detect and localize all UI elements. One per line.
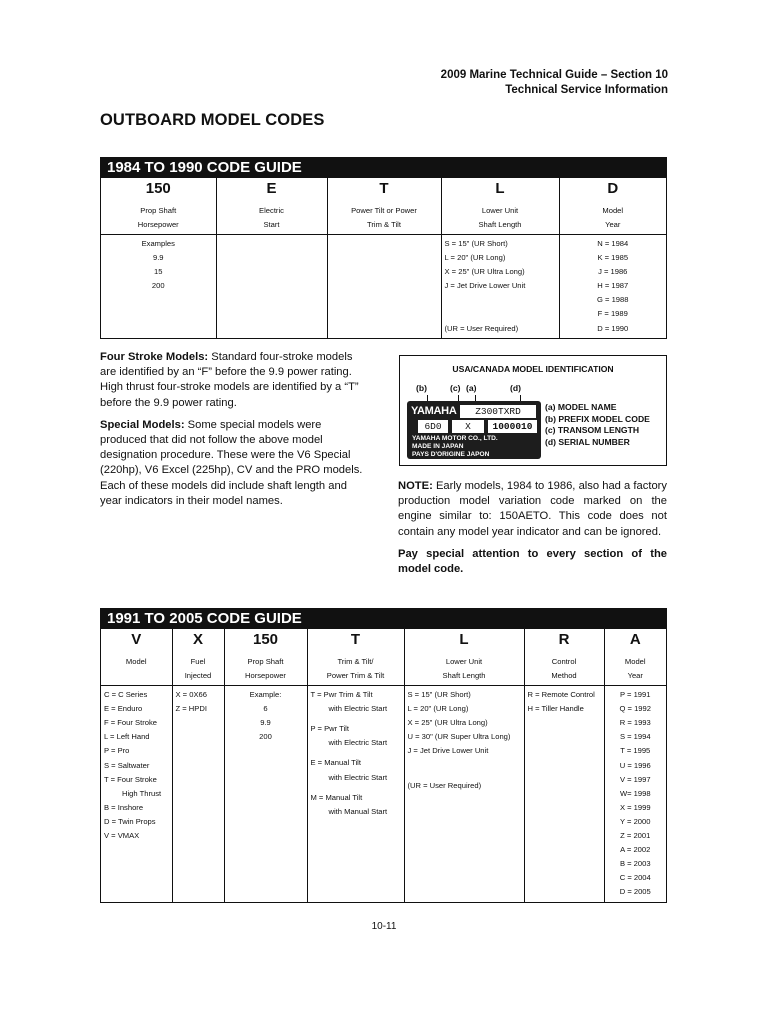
plate-brand-logo: YAMAHA <box>411 405 457 417</box>
label-cell <box>559 202 666 235</box>
four-stroke-paragraph <box>100 350 370 411</box>
label-line: Control <box>551 657 577 666</box>
value-line: D = 1990 <box>597 323 629 333</box>
trim-tilt-values <box>307 686 404 902</box>
plate-origin-line: PAYS D'ORIGINE JAPON <box>412 451 490 458</box>
value-line: Example: <box>249 690 282 700</box>
value-line: E = Enduro <box>104 704 143 714</box>
value-line: J = 1986 <box>598 267 628 277</box>
horsepower-values <box>101 235 216 338</box>
fuel-injected-values <box>172 686 224 902</box>
letter-d: (d) <box>510 383 521 393</box>
value-line: L = Left Hand <box>104 732 150 742</box>
code-cell: V <box>131 631 142 648</box>
label-line: Prop Shaft <box>140 206 177 215</box>
code-cell: R <box>524 629 604 653</box>
value-line: T = 1995 <box>620 746 651 756</box>
value-line: with Electric Start <box>328 772 388 782</box>
code-cell: A <box>604 629 666 653</box>
value-line: F = Four Stroke <box>104 718 157 728</box>
value-line: L = 20" (UR Long) <box>444 253 506 263</box>
code-cell: T <box>307 629 404 653</box>
plate-made-in-line: MADE IN JAPAN <box>412 443 464 450</box>
label-cell <box>172 653 224 686</box>
label-line: Model <box>624 657 646 666</box>
letter-a: (a) <box>466 383 477 393</box>
left-column-text <box>100 350 370 516</box>
label-cell <box>327 202 441 235</box>
model-values <box>101 686 172 902</box>
value-line: G = 1988 <box>597 295 629 305</box>
label-cell <box>216 202 327 235</box>
value-line: C = C Series <box>104 690 148 700</box>
control-method-values <box>524 686 604 902</box>
label-cell <box>224 653 307 686</box>
four-stroke-text: Standard four-stroke models are identified by an “F” before the 9.9 power rating. High thrust four-stroke models are identified by a “T” before the 9.9 power rating. <box>100 351 359 409</box>
value-line: 9.9 <box>152 253 164 263</box>
guide-2-code-row <box>101 629 666 653</box>
value-line: Y = 2000 <box>620 816 651 826</box>
code-guide-1991-2005 <box>100 608 667 903</box>
code-cell: D <box>559 178 666 202</box>
code-cell: L <box>441 178 559 202</box>
value-line: R = Remote Control <box>527 690 595 700</box>
label-cell <box>441 202 559 235</box>
value-line: B = 2003 <box>619 859 651 869</box>
value-line: P = 1991 <box>620 690 651 700</box>
label-cell <box>101 202 216 235</box>
guide-1-table <box>101 178 666 338</box>
value-line: V = VMAX <box>104 831 140 841</box>
id-legend <box>545 402 650 448</box>
guide-1-value-row <box>101 235 666 338</box>
guide-2-label-row <box>101 653 666 686</box>
letter-b: (b) <box>416 383 427 393</box>
value-line: Q = 1992 <box>619 704 651 714</box>
value-line: E = Manual Tilt <box>310 758 361 768</box>
code-cell: L <box>404 629 524 653</box>
label-cell <box>307 653 404 686</box>
value-line: High Thrust <box>122 788 162 798</box>
legend-item: (c) TRANSOM LENGTH <box>545 425 640 435</box>
guide-1-code-row <box>101 178 666 202</box>
value-line: F = 1989 <box>597 309 628 319</box>
guide-2-title: 1991 TO 2005 CODE GUIDE <box>101 609 666 629</box>
label-line: Start <box>263 220 280 229</box>
special-models-paragraph <box>100 418 370 509</box>
plate-prefix-code: 6D0 <box>418 420 448 433</box>
value-line: Examples <box>141 239 175 248</box>
label-line: Model <box>602 206 624 215</box>
label-line: Power Trim & Tilt <box>326 671 385 680</box>
label-cell <box>101 653 172 686</box>
value-line: W= 1998 <box>619 788 651 798</box>
page-header <box>441 68 668 98</box>
value-line: N = 1984 <box>597 239 629 248</box>
label-line: Lower Unit <box>445 657 483 666</box>
value-line: S = 1994 <box>619 732 651 742</box>
value-line: U = 1996 <box>619 760 651 770</box>
four-stroke-heading: Four Stroke Models: <box>100 351 209 363</box>
plate-serial-number: 1000010 <box>488 420 537 433</box>
label-line: Shaft Length <box>478 220 522 229</box>
value-line: P = Pro <box>104 746 130 756</box>
label-line: Fuel <box>190 657 206 666</box>
value-line: 9.9 <box>260 718 271 728</box>
legend-item: (d) SERIAL NUMBER <box>545 436 630 447</box>
code-cell: E <box>216 178 327 202</box>
note-paragraph <box>398 479 667 540</box>
special-models-text: Some special models were produced that did not follow the above model designation procedure. These were the V6 Special (220hp), V6 Excel (225hp), CV and the PRO models. Each of these models did include shaft length and year indicators in their model names. <box>100 418 363 507</box>
header-line-2: Technical Service Information <box>505 84 668 96</box>
value-line: 15 <box>154 267 163 277</box>
value-line: with Electric Start <box>328 704 388 714</box>
value-line: V = 1997 <box>619 774 651 784</box>
label-line: Horsepower <box>245 671 286 680</box>
value-line: A = 2002 <box>620 845 651 855</box>
value-line: X = 0X66 <box>175 690 207 700</box>
guide-1-title: 1984 TO 1990 CODE GUIDE <box>101 158 666 178</box>
value-line: U = 30" (UR Super Ultra Long) <box>407 732 511 742</box>
code-cell: 150 <box>145 180 171 197</box>
value-line: C = 2004 <box>619 873 651 883</box>
horsepower-values <box>224 686 307 902</box>
header-line-1: 2009 Marine Technical Guide – Section 10 <box>440 69 668 81</box>
guide-1-label-row <box>101 202 666 235</box>
label-line: Method <box>551 671 577 680</box>
value-line: H = 1987 <box>597 281 629 291</box>
value-line: T = Pwr Trim & Tilt <box>310 690 373 700</box>
value-line: X = 25" (UR Ultra Long) <box>444 267 525 277</box>
shaft-length-values <box>441 235 559 338</box>
value-line: Z = 2001 <box>620 831 651 841</box>
legend-item: (a) MODEL NAME <box>545 402 617 412</box>
label-line: Shaft Length <box>442 671 486 680</box>
letter-c: (c) <box>450 383 461 393</box>
page-number: 10-11 <box>371 921 397 932</box>
special-models-heading: Special Models: <box>100 418 185 431</box>
note-text: Early models, 1984 to 1986, also had a factory production model variation code marked on the engine similar to: 150AETO. This code does not contain any model year indicator and can be ignored. <box>398 480 667 538</box>
shaft-length-values <box>404 686 524 902</box>
value-line: D = Twin Props <box>104 816 156 826</box>
label-line: Year <box>605 220 621 229</box>
value-line: P = Pwr Tilt <box>310 724 349 734</box>
electric-start-values <box>216 235 327 338</box>
plate-model-name: Z300TXRD <box>460 405 536 418</box>
label-cell <box>604 653 666 686</box>
value-line: R = 1993 <box>619 718 651 728</box>
value-line: X = 1999 <box>619 802 651 812</box>
label-line: Model <box>125 657 147 666</box>
label-line: Trim & Tilt/ <box>337 657 374 666</box>
note-heading: NOTE: <box>398 480 433 492</box>
id-box-title: USA/CANADA MODEL IDENTIFICATION <box>452 364 614 374</box>
value-line: S = 15" (UR Short) <box>444 239 508 248</box>
plate-transom-length: X <box>452 420 484 433</box>
legend-item: (b) PREFIX MODEL CODE <box>545 413 650 424</box>
label-line: Lower Unit <box>481 206 519 215</box>
value-line: 200 <box>151 281 165 291</box>
label-cell <box>524 653 604 686</box>
value-line: with Electric Start <box>328 738 388 748</box>
page-title: OUTBOARD MODEL CODES <box>100 111 325 129</box>
value-line: T = Four Stroke <box>104 774 157 784</box>
value-line: 6 <box>263 704 268 714</box>
value-line: Z = HPDI <box>175 704 207 714</box>
value-line: L = 20" (UR Long) <box>407 704 469 714</box>
value-line: J = Jet Drive Lower Unit <box>407 746 489 756</box>
value-line: M = Manual Tilt <box>310 792 363 802</box>
label-cell <box>404 653 524 686</box>
label-line: Electric <box>259 206 284 215</box>
value-line: H = Tiller Handle <box>527 704 584 714</box>
model-year-values <box>559 235 666 338</box>
value-line: K = 1985 <box>597 253 629 263</box>
value-line: S = 15" (UR Short) <box>407 690 471 700</box>
code-cell: T <box>327 178 441 202</box>
value-line: D = 2005 <box>619 887 651 897</box>
label-line: Horsepower <box>137 220 179 229</box>
label-line: Trim & Tilt <box>367 220 401 229</box>
label-line: Power Tilt or Power <box>351 206 417 215</box>
plate-maker-line: YAMAHA MOTOR CO., LTD. <box>412 435 498 442</box>
guide-2-table <box>101 629 666 902</box>
value-note: (UR = User Required) <box>407 780 482 790</box>
power-tilt-values <box>327 235 441 338</box>
right-column-text <box>398 479 667 584</box>
attention-paragraph: Pay special attention to every section of the model code. <box>398 547 667 576</box>
label-line: Injected <box>184 671 212 680</box>
model-year-values <box>604 686 666 902</box>
code-guide-1984-1990 <box>100 157 667 339</box>
model-identification-box <box>399 355 667 466</box>
label-line: Prop Shaft <box>247 657 284 666</box>
code-cell: X <box>172 629 224 653</box>
value-line: S = Saltwater <box>104 760 150 770</box>
label-line: Year <box>627 671 643 680</box>
value-line: X = 25" (UR Ultra Long) <box>407 718 488 728</box>
value-line: B = Inshore <box>104 802 144 812</box>
value-line: 200 <box>259 732 272 742</box>
value-note: (UR = User Required) <box>444 323 519 333</box>
model-plate <box>407 401 541 459</box>
value-line: J = Jet Drive Lower Unit <box>444 281 526 291</box>
value-line: with Manual Start <box>328 806 388 816</box>
code-cell: 150 <box>224 629 307 653</box>
guide-2-value-row <box>101 686 666 902</box>
